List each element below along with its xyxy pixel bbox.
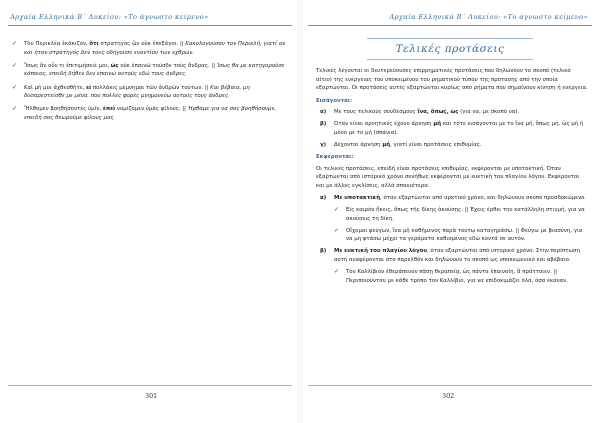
lettered-item [316,141,588,150]
item-text: Δέχονται άρνηση [334,141,383,148]
item-letter: β) [320,121,327,128]
checkmark-icon: ✓ [12,105,18,113]
conjunction: ὡς [110,62,119,69]
item-text: , γιατί είναι προτάσεις επιθυμίας. [390,141,482,148]
translation: || Κακολογούσαν τον Περικλή, γιατί αν και ήταν στρατηγός δεν τους οδηγούσε εναντίον των εχθρών. [24,41,286,56]
header-rule-right [308,25,592,26]
checkmark-icon: ✓ [12,61,18,69]
right-page [300,0,600,423]
checkmark-icon: ✓ [334,206,340,214]
item-text: Με τους τελικούς συνδέσμους [334,109,418,116]
checkmark-icon: ✓ [334,268,340,276]
item-text: Όταν είναι αρνητικές έχουν άρνηση [334,121,434,128]
conjunction: εἰ [86,84,92,91]
running-head-left: Αρχαία Ελληνικά Β΄ Λυκείου: «Το άγνωστο κείμενο» [10,13,209,21]
item-keyword: μή [382,141,391,148]
item-keyword: Με υποτακτική [334,195,381,202]
item-keyword: ἵνα, ὅπως, ὡς [417,109,459,116]
translation: || Και βέβαια, μη δυσαρεστείσθε με μένα, που πολλές φορές μνημονεύω αυτούς τους άνδρες. [24,84,250,100]
lettered-item [316,120,588,137]
item-letter: β) [320,248,327,255]
item-letter: γ) [320,141,327,148]
conjunction: ἐπεὶ [102,106,116,113]
example-item [316,268,588,285]
ancient-text: στρατηγὸς ὢν οὐκ ἐπεξάγοι. [98,41,179,47]
section-heading: Εισάγονται: [316,97,353,104]
example-list [12,40,290,127]
ancient-text: νομίζομεν ὑμᾶς φίλους. [115,106,181,113]
checkmark-icon: ✓ [12,83,18,91]
footer-rule-left [8,385,292,386]
item-letter: α) [320,109,327,116]
lettered-item [316,194,588,203]
section-heading: Εκφέρονται: [316,153,354,160]
list-item [12,105,290,122]
checkmark-icon: ✓ [12,40,18,47]
page-number-right: 302 [442,392,455,400]
ancient-text: Ἤλθομεν βοηθήσοντες ὑμῖν, [24,106,103,113]
ancient-text: πολλάκις μέμνημαι τῶν ἀνδρῶν τούτων. [91,84,204,91]
running-head-right: Αρχαία Ελληνικά Β΄ Λυκείου: «Το άγνωστο κείμενο» [389,13,588,21]
item-text: , όταν εξαρτώνται από ιστορικό χρόνο. Στην περίπτωση αυτή αναφέρονται στο παρελθόν και δηλώνουν το σκοπό ως υποκειμενικό και αβέβαιο. [334,248,580,264]
example-item [316,206,588,223]
checkmark-icon: ✓ [334,226,340,234]
translation: || Ίσως θα με κατηγορούσε κάποιος, επειδή δήθεν δεν επαινώ αυτούς εδώ τους άνδρες. [24,62,285,78]
page-number-left: 301 [145,392,158,400]
ancient-text: Τὸν Περικλέα ἐκάκιζον, [24,41,90,47]
lettered-item [316,108,588,117]
chapter-title-box [367,38,533,60]
expression-paragraph: Οι τελικές προτάσεις, επειδή είναι προτάσεις επιθυμίας, εκφέρονται με υποτακτική. Όταν εξαρτώνται από ιστορικό χρόνο συνήθως εκφέρονται με ευκτική του πλαγίου λόγου. Εκφέρονται και με άλλες εγκλίσεις, αλλά σπανιότερα. [316,165,580,189]
item-text: (για να, με σκοπό να). [458,109,520,116]
example-item [316,227,588,244]
item-keyword: Με ευκτική του πλαγίου λόγου [334,248,427,255]
example-text: Τὸν Καλλίβιον ἐθεράπευον πᾶσῃ θεραπείᾳ, ὡς πάντα ἐπαινοίη, ἃ πράττοιεν. || Περιποιούνταν με κάθε τρόπο τον Καλλίβιο, για να επιδοκιμάζει όλα, όσα έκαναν. [346,269,568,284]
chapter-body [316,67,588,289]
item-keyword: μή [433,121,442,128]
item-letter: α) [320,195,327,202]
chapter-title: Τελικές προτάσεις [395,43,505,55]
conjunction: ὅτι [89,41,99,47]
example-text: Οἴχομαι φεύγων, ἵνα μὴ καθήμενος παρὰ τούτῳ καταγηράσω. || Φεύγω με βιασύνη, για να μη φτάσω μέχρι τα γεράματα καθισμένος εδώ κοντά σε αυτόν. [346,227,583,243]
item-text: , όταν εξαρτώνται από αρκτικό χρόνο, και δηλώνουν σκοπό προσδοκώμενο. [380,195,587,202]
ancient-text: Καὶ μὴ μοι ἀχθεσθῆτε, [24,84,87,91]
list-item [12,40,290,57]
lettered-item [316,247,588,264]
ancient-text: οὐκ ἐπαινῶ τούσδε τοὺς ἄνδρας. [118,62,210,69]
item-text: και τότε εισάγονται με το ἵνα μή, ὅπως μή, ὡς μή ή μόνο με το μή (σπάνια). [334,121,584,136]
list-item [12,62,290,79]
translation: || Ήρθαμε για να σας βοηθήσουμε, επειδή σας θεωρούμε φίλους μας. [24,106,277,121]
example-text: Εἰς καιρὸν ἥκεις, ὅπως τῆς δίκης ἀκούσῃς. || Έχεις έρθει την κατάλληλη στιγμή, για να ακούσεις τη δίκη. [346,207,585,222]
ancient-text: Ἴσως ἂν οὖν τι ἐπιτιμήσειέ μοι, [24,62,111,69]
footer-rule-right [308,385,592,386]
list-item [12,84,290,101]
header-rule-left [8,25,292,26]
intro-paragraph: Τελικές λέγονται οι δευτερεύουσες επιρρηματικές προτάσεις που δηλώνουν το σκοπό (τελικό αίτιο) της ενέργειας του υποκειμένου του ρηματικού τύπου της πρότασης από την οποία εξαρτώνται. Οι προτάσεις αυτές εξαρτώνται κυρίως από ρήματα που σημαίνουν κίνηση ή ενέργεια. [316,68,588,92]
